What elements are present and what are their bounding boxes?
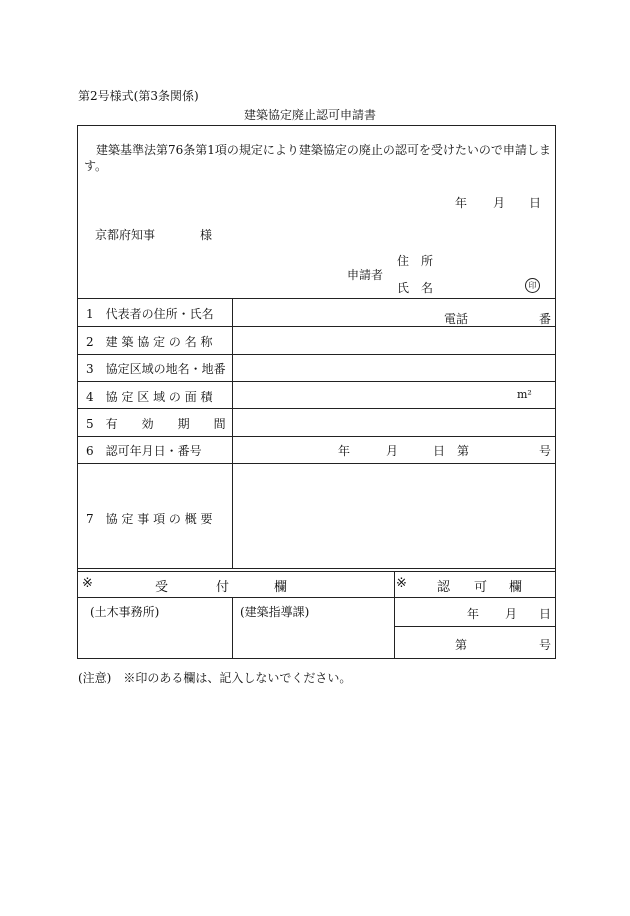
row-divider <box>77 436 556 437</box>
phone-label: 電話 <box>444 312 469 326</box>
row-divider <box>77 408 556 409</box>
note-text: (注意) ※印のある欄は、記入しないでください。 <box>78 671 352 685</box>
approval-box-year: 年 <box>467 607 480 621</box>
row-label-approval-date: 6 認可年月日・番号 <box>86 444 202 458</box>
approval-box-month: 月 <box>505 607 518 621</box>
column-divider <box>394 571 395 659</box>
column-divider <box>232 298 233 568</box>
form-number: 第2号様式(第3条関係) <box>78 89 199 103</box>
row-divider <box>77 571 556 572</box>
approval-box-number-suffix: 号 <box>539 638 552 652</box>
approval-number-suffix: 号 <box>539 444 552 458</box>
row-label-area-size: 4 協 定 区 域 の 面 積 <box>86 390 213 404</box>
addressee: 京都府知事 <box>95 228 156 242</box>
addressee-honorific: 様 <box>200 228 213 242</box>
row-divider <box>77 326 556 327</box>
approval-title-char: 欄 <box>509 580 523 595</box>
reception-title-char: 欄 <box>274 580 288 595</box>
approval-title-char: 可 <box>474 580 488 595</box>
reception-mark: ※ <box>82 576 93 591</box>
row-divider <box>77 568 556 569</box>
applicant-label: 申請者 <box>347 268 384 282</box>
seal-mark-icon: 印 <box>525 278 540 293</box>
row-label-agreement-name: 2 建 築 協 定 の 名 称 <box>86 335 213 349</box>
row-divider <box>394 626 556 627</box>
approval-month-label: 月 <box>386 444 399 458</box>
date-month-label: 月 <box>493 196 506 210</box>
approval-box-number-prefix: 第 <box>455 638 468 652</box>
row-label-summary: 7 協 定 事 項 の 概 要 <box>86 512 213 526</box>
applicant-address-label: 住 所 <box>397 254 434 268</box>
intro-line-1: 建築基準法第76条第1項の規定により建築協定の廃止の認可を受けたいので申請しま <box>96 143 551 157</box>
approval-day-label: 日 <box>433 444 446 458</box>
approval-section-mark: ※ <box>396 576 407 591</box>
intro-line-2: す。 <box>84 159 108 173</box>
date-year-label: 年 <box>455 196 468 210</box>
reception-title-char: 付 <box>216 580 230 595</box>
row-divider <box>77 354 556 355</box>
applicant-name-label: 氏 名 <box>397 281 434 295</box>
row-divider <box>77 298 556 299</box>
building-guidance-section-label: (建築指導課) <box>240 605 310 619</box>
row-label-representative: 1 代表者の住所・氏名 <box>86 307 214 321</box>
approval-year-label: 年 <box>338 444 351 458</box>
column-divider <box>232 597 233 659</box>
date-day-label: 日 <box>529 196 542 210</box>
civil-engineering-office-label: (土木事務所) <box>90 605 160 619</box>
phone-suffix: 番 <box>539 312 552 326</box>
row-divider <box>77 597 556 598</box>
approval-title-char: 認 <box>437 580 451 595</box>
reception-title-char: 受 <box>155 580 169 595</box>
approval-box-day: 日 <box>539 607 552 621</box>
approval-number-prefix: 第 <box>457 444 470 458</box>
row-divider <box>77 381 556 382</box>
row-label-valid-period: 5 有 効 期 間 <box>86 417 226 431</box>
document-title: 建築協定廃止認可申請書 <box>244 108 377 122</box>
row-label-area-location: 3 協定区域の地名・地番 <box>86 362 226 376</box>
row-divider <box>77 463 556 464</box>
area-unit: m² <box>517 388 532 401</box>
